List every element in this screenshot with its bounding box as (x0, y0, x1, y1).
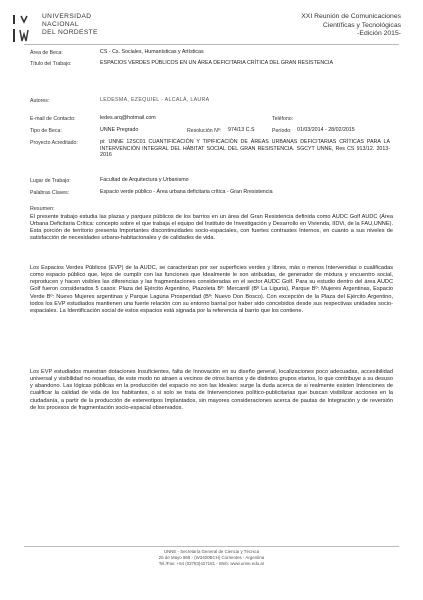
university-name: UNIVERSIDAD NACIONAL DEL NORDESTE (42, 13, 98, 37)
type-label: Tipo de Beca: (30, 128, 62, 134)
email-label: E-mail de Contacto: (30, 116, 76, 122)
area-value: CS - Cs. Sociales, Humanísticas y Artísticas (100, 49, 204, 55)
keywords-label: Palabras Claves: (30, 190, 70, 196)
resumen-paragraph-2: Los Espacios Verdes Públicos (EVP) de la AUDC, se caracterizan por ser superficies verdes y libres, más o menos Intervenidas o cualificadas como espacio público que, lejos de cumplir con las funciones que Idealmente le son atribuidas, de generador de mixtura y encuentro social, reproducen y hacen visibles las diferencias y las fragmentaciones consideradas en el sector AUDC Golf. Para su estudio dentro del área AUDC Golf fueron considerados 5 casos: Plaza del Ejército Argentino, Plazoleta Bº: Mercantil (Bº La Liguria), Parque Bº: Mujeres Argentinas, Espacio Verde Bº: Nuevo Mujeres argentinas y Parque Laguna Prosperidad (Bº: Nuevo Don Bosco). Con excepción de la Plaza del Ejército Argentino, todos los EVP estudiados mantienen una fuerte relación con su entorno barrial por haber sido concebidos desde sus respectivas unidades socio-espaciales. La Identificación social de estos espacios está signada por la referencia al barrio que los contiene. (30, 265, 393, 314)
resumen-label: Resumen: (30, 206, 55, 212)
footer: UNNE - Secretaría General de Ciencia y Técnica 25 de Mayo 868 - (W3400BCH) Corrientes - Argentina Tel./Fax: +54 (03783)427181 - Web: www.unne.edu.ar (158, 549, 265, 567)
footer-divider (24, 546, 399, 547)
event-title: XXI Reunión de Comunicaciones Científicas y Tecnológicas -Edición 2015- (301, 13, 401, 38)
phone-label: Teléfono: (272, 116, 294, 122)
header-divider (24, 44, 399, 45)
title-value: ESPACIOS VERDES PÚBLICOS EN UN ÁREA DEFICITARIA CRÍTICA DEL GRAN RESISTENCIA (100, 60, 334, 66)
resolution-label: Resolución Nº: (187, 128, 222, 134)
workplace-label: Lugar de Trabajo: (30, 178, 71, 184)
authors-label: Autores: (30, 98, 50, 104)
unne-logo-icon (12, 14, 34, 44)
title-label: Título del Trabajo: (30, 61, 72, 67)
authors-value: LEDESMA, EZEQUIEL - ALCALÁ, LAURA (100, 97, 210, 103)
period-value: 01/03/2014 - 28/02/2015 (297, 127, 355, 133)
keywords-value: Espacio verde público - Área urbana deficitaria crítica - Gran Rresistencia (100, 189, 273, 195)
resolution-value: 974/13 C.S (228, 127, 255, 133)
email-value: ledes.arq@hotmail.com (100, 115, 156, 121)
area-label: Área de Beca: (30, 50, 63, 56)
type-value: UNNE Pregrado (100, 127, 139, 133)
project-label: Proyecto Acreditado: (30, 140, 78, 146)
period-label: Período: (272, 128, 292, 134)
resumen-paragraph-1: El presente trabajo estudia las plazas y parques públicos de los barrios en un área del Gran Resistencia definida como AUDC Golf AUDC (Área Urbana Deficitaria Crítica: concepto sobre el que trabaja el equipo del Instituto de Investigación y Desarrollo en Vivienda, IIDVi, de la FAU,UNNE). Esta porción de territorio presenta Importantes discontinuidades socio-espaciales, con fuertes contrastes Internos, en cuanto a sus niveles de satisfacción de necesidades urbano-habitacionales y de calidades de vida. (30, 214, 393, 242)
resumen-paragraph-3: Los EVP estudiados muestran dotaciones Insuficientes, falta de Innovación en su diseño general, localizaciones poco adecuadas, accesibilidad universal y visibilidad no resueltas, de este modo no atraen a vecinos de otros barrios y de distintos grupos etarios, lo que contribuye a su desuso y abandono. Las lógicas públicas en la producción del espacio no son las Ideales: surge la duda acerca de si realmente existen Intenciones de cualificar la calidad de vida de los habitantes, o si solo se trata de Intervenciones político-publicitarias que buscan visibilizar acciones en la ciudadanía, a partir de la producción de estereotipos Implantados, sin mayores consideraciones acerca de pautas de Integración y de reversión de los procesos de fragmentación socio-espacial observados. (30, 369, 393, 411)
workplace-value: Facultad de Arquitectura y Urbanismo (100, 177, 189, 183)
project-value: pi: UNNE 12SC01 CUANTIFICACIÓN Y TIPIFICACIÓN DE ÁREAS URBANAS DEFICITARIAS CRÍTICAS PARA LA INTERVENCIÓN INTEGRAL DEL HÁBITAT SOCIAL DEL GRAN RESISTENCIA. SGCYT UNNE, Res CS 913/12. 2013-2016 (100, 139, 390, 159)
